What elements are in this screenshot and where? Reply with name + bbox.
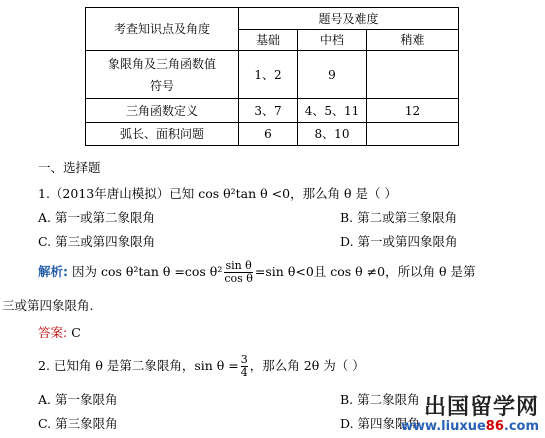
watermark-url-part1: www.liuxue (401, 419, 486, 434)
fraction-numerator: sin θ (225, 259, 252, 272)
q1-option-b: B. 第二或第三象限角 (340, 210, 458, 225)
analysis-fraction (224, 260, 253, 285)
row-topic-line1: 象限角及三角函数值 (107, 56, 216, 71)
row-medium: 9 (298, 51, 367, 99)
row-basic: 6 (239, 123, 298, 146)
row-basic: 3、7 (239, 99, 298, 123)
q1-option-a: A. 第一或第二象限角 (38, 210, 155, 225)
fraction-denominator: cos θ (224, 272, 253, 285)
difficulty-table (85, 7, 459, 146)
q2-option-c: C. 第三象限角 (38, 416, 118, 431)
answer-label: 答案: (38, 325, 68, 340)
row-topic-line2: 符号 (149, 78, 174, 93)
q2-option-d: D. 第四象限角 (340, 416, 421, 431)
row-topic (86, 51, 239, 99)
row-basic: 1、2 (239, 51, 298, 99)
table-row (86, 123, 459, 146)
q1-analysis (38, 260, 476, 285)
section-title: 一、选择题 (38, 160, 101, 175)
header-topic: 考查知识点及角度 (86, 8, 239, 51)
analysis-part2: =sin θ<0且 cos θ ≠0，所以角 θ 是第 (254, 264, 476, 279)
row-hard (367, 51, 459, 99)
q2-stem (38, 354, 365, 379)
table-row (86, 99, 459, 123)
row-hard: 12 (367, 99, 459, 123)
row-medium: 8、10 (298, 123, 367, 146)
watermark-url-part2: 86 (485, 419, 504, 434)
watermark-title: 出国留学网 (423, 395, 539, 420)
row-topic: 弧长、面积问题 (86, 123, 239, 146)
row-topic: 三角函数定义 (86, 99, 239, 123)
q1-option-c: C. 第三或第四象限角 (38, 234, 156, 249)
fraction-numerator: 3 (240, 353, 248, 366)
q2-fraction (241, 354, 248, 379)
analysis-label: 解析: (38, 264, 68, 279)
table-row (86, 51, 459, 99)
q1-option-d: D. 第一或第四象限角 (340, 234, 458, 249)
row-hard (367, 123, 459, 146)
answer-value: C (71, 325, 81, 340)
watermark (401, 390, 539, 434)
q2-option-a: A. 第一象限角 (38, 392, 118, 407)
level-basic: 基础 (239, 30, 298, 51)
level-hard: 稍难 (367, 30, 459, 51)
q2-stem-part2: ，那么角 2θ 为（ ） (249, 358, 365, 373)
row-medium: 4、5、11 (298, 99, 367, 123)
watermark-url-part3: .com (503, 419, 539, 434)
watermark-url (401, 419, 539, 434)
q2-option-b: B. 第二象限角 (340, 392, 420, 407)
fraction-denominator: 4 (240, 366, 248, 379)
q2-stem-part1: 2. 已知角 θ 是第二象限角，sin θ = (38, 358, 239, 373)
analysis-line2: 三或第四象限角. (2, 298, 94, 313)
analysis-part1: 因为 cos θ²tan θ =cos θ² (71, 264, 223, 279)
level-medium: 中档 (298, 30, 367, 51)
header-question: 题号及难度 (239, 8, 459, 30)
q1-stem: 1.（2013年唐山模拟）已知 cos θ²tan θ <0，那么角 θ 是（ ） (38, 186, 398, 201)
q1-answer (38, 323, 81, 341)
